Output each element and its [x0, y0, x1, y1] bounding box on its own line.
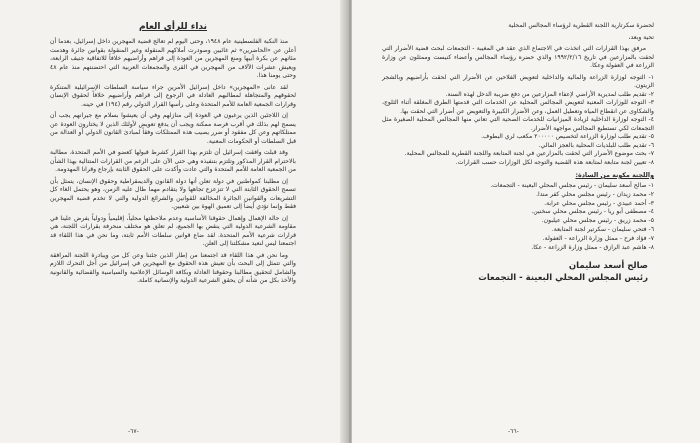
- committee-heading: واللجنة مكونة من السادة:: [575, 172, 654, 179]
- left-page: [0, 0, 348, 443]
- list-item: ٨- تعيين لجنة متابعة لمتابعة هذه القضية والتوجه لكل الوزارات حسب القرارات.: [455, 158, 654, 166]
- letter-greeting: تحية وبعد،: [628, 33, 654, 41]
- right-page: [352, 0, 700, 443]
- page-number: -٦٦-: [508, 428, 519, 435]
- paragraph: لقد عانى «المهجرين» داخل إسرائيل الأمرين جراء سياسة السلطات الإسرائيلية المتنكرة لحقوقهم والمتجاهلة لمطالبهم العادلة في الرجوع إلى قراهم وأراضيهم خلافاً لحقوق الإنسان وقرارات الجمعية العامة للأمم المتحدة وعلى رأسها القرار الدولي رقم (١٩٤) في حينه.: [50, 83, 296, 108]
- page-heading: نداء للرأي العام: [138, 22, 208, 32]
- list-item: ٣- أحمد عبيدي - رئيس مجلس محلي عرابة.: [544, 199, 654, 207]
- signature-block: [382, 260, 648, 284]
- page-number: -٦٧-: [128, 428, 139, 435]
- list-item: ٤- مصطفى أبو ريا - رئيس مجلس محلي سخنين.: [531, 208, 654, 216]
- committee-members-list: [382, 182, 654, 252]
- list-item: ٦- تقديم طلب للبلديات المحلية بالعجز المالي.: [538, 141, 654, 149]
- paragraph: منذ النكبة الفلسطينية عام ١٩٤٨، وحتى اليوم لم تعالج قضية المهجرين داخل إسرائيل، بعدما أن أعلن عن «الحاضرين» ثم غائبين وصودرت أملاكهم المنقولة وغير المنقولة بقوانين جائرة وهدمت مئاتهم عن بكرة أبيها ومنع المهجرين من العودة إلى قراهم وأراضيهم خلافاً للاتفاقية جنيف الرابعة، ويعيش عشرات الآلاف من المهجرين في القرى والمجمعات العربية التي احتضنتهم منذ عام ٤٨ وحتى يومنا هذا.: [50, 38, 296, 79]
- list-item: ٧- فؤاد فرح - ممثل وزارة الزراعة - العفولة.: [542, 234, 654, 242]
- left-page-content: [50, 22, 296, 289]
- paragraph: مرفق بهذا القرارات التي اتخذت في الاجتماع الذي عقد في المغيبة - التجمعات لبحث قضية الأضرار التي لحقت بالمزارعين في تاريخ ١٩٩٢/٢/١٦ والذي حضره رؤساء المجالس وأعضاء كنيست وممثلون عن وزارة الزراعة في العفولة وعكا.: [382, 45, 654, 69]
- list-item: ٦- فتحي سليمان - سكرتير لجنة المتابعة.: [551, 225, 654, 233]
- list-item: ٥- تقديم طلب لوزارة الزراعة لتخصيص ٢٠٠٠٠٠ مكعب لري البطوف.: [481, 133, 654, 140]
- right-page-content: [382, 22, 654, 284]
- letter-addressee: لحضرة سكرتارية اللجنة القطرية لرؤساء المجالس المحلية: [508, 22, 654, 29]
- list-item: ٢- محمد زيدان - رئيس مجلس محلي كفر مندا.: [536, 190, 654, 198]
- list-item: ١- صالح أسعد سليمان - رئيس مجلس المحلي البعينة - التجمعات.: [490, 182, 654, 189]
- list-item: ٧- بحث موضوع الأضرار التي لحقت بالمزارعين في لجنة المتابعة واللجنة القطرية للمجالس المحلية.: [404, 150, 654, 157]
- paragraph: إن مطلبنا كمواطنين في دولة تعلن أنها دولة القانون والديمقراطية وحقوق الإنسان، يتمثل بأن تسمح الحقوق الثابتة التي لا تتزعزع تجاهها ولا يتقادم مهما طال عليه الزمن، وهو يحتمل الغاء كل التشريعات والقوانين الجائرة المخالفة للقوانين والشرائع الدولية والتي لا تخدم قضية المهجرين فقط وإنما تؤدي أيضاً إلى تعميق الهوة بين شعبين.: [50, 177, 296, 210]
- paragraph: وما نحن في هذا اللقاء قد اجتمعنا من إطار الذين جئتنا وعن كل من ويبادرة اللجنة المرافقة والتي تتمثل إلى البحث بأن تعيش هذه الحقوق مع المهجرين في إسرائيل من أجل التحرك اللازم والشامل لتحقيق مطالبنا وحقوقنا العادلة وبكافة الوسائل الإعلامية والسياسية والقضائية والقانونية والأخذ بكل من شأنه أن يحقق الشرعية الدولية والإنسانية كاملة.: [50, 251, 296, 284]
- paragraph: إن اللاجئين الذين يرغبون في العودة إلى منازلهم وفي أن يعيشوا بسلام مع جيرانهم يجب أن يسمح لهم بذلك في أقرب فرصة ممكنة ويجب أن يدفع تعويض لأولئك الذين لا يختارون العودة عن ممتلكاتهم وعن كل مفقود أو ضرر يصيب هذه الممتلكات وفقاً لمبادئ القانون الدولي أو العدالة من قبل السلطات أو الحكومات المعنية.: [50, 112, 296, 145]
- list-item: ٤- التوجه لوزارة الداخلية لزيادة الميزانيات للخدمات الصحية التي تعاني منها المجالس المحلية الصغيرة مثل التجمعات لكي تستطيع المجالس مواجهة الأضرار.: [382, 116, 654, 132]
- list-item: ١- التوجه لوزارة الزراعة والمالية والداخلية لتعويض الفلاحين عن الأضرار التي لحقت بأراضيهم وبالشجر الزيتون.: [382, 73, 654, 89]
- paragraph: إن حالة الإهمال وإهمال حقوقنا الأساسية وعدم ملاحظتها محلياً، إقليمياً ودولياً يفرض علينا في مقاومة الشرعية الدولية التي ينقض بها الجميع، لم تعلق هو مختلف منحرفة بقرارات اللجنة، هي قرارات شرعية الأمم المتحدة. لقد ضاع قوانين سلطات الأمم ثابتة، وما نحن في هذا اللقاء قد اجتمعنا ليس لنعيد مشكلتنا إلى العلن.: [50, 214, 296, 247]
- list-item: ٥- محمد زريق - رئيس مجلس محلي عيلبون.: [541, 217, 654, 225]
- paragraph: وقد قبلت وافقت إسرائيل أن تلتزم بهذا القرار كشرط قبولها كعضو في الأمم المتحدة. مطالبة بالاحترام القرار المذكور وتلتزم بتنفيذه وهي حتى الآن على الرغم من القرارات المتتالية بهذا الشأن من الجمعية العامة للأمم المتحدة والتي عادت وأكدت على الحقوق الثابتة بإرجاع وقرانا المهدومة.: [50, 149, 296, 173]
- list-item: ٨- هاشم عبد الرازق - ممثل وزارة الزراعة - عكا.: [531, 243, 654, 251]
- signature-name: صالح أسعد سليمان: [568, 261, 648, 272]
- list-item: ٢- تقديم طلب لمديرية الأراضي لإعفاء المزارعين من دفع ضريبة الدخل لهذه السنة.: [445, 90, 654, 98]
- signature-title: رئيس المجلس المحلي البعينة - التجمعات: [478, 273, 648, 284]
- decisions-list: [382, 74, 654, 168]
- list-item: ٣- التوجه للوزارات المعنية لتعويض المجالس المحلية عن الخدمات التي قدمتها الطرق المغلقة أثناء الثلوج، والشكاوى عن انقطاع المياه وتعطيل العمل، وعن الأضرار الكبيرة والتعويض عن أضرار التي لحقت بها.: [382, 99, 654, 115]
